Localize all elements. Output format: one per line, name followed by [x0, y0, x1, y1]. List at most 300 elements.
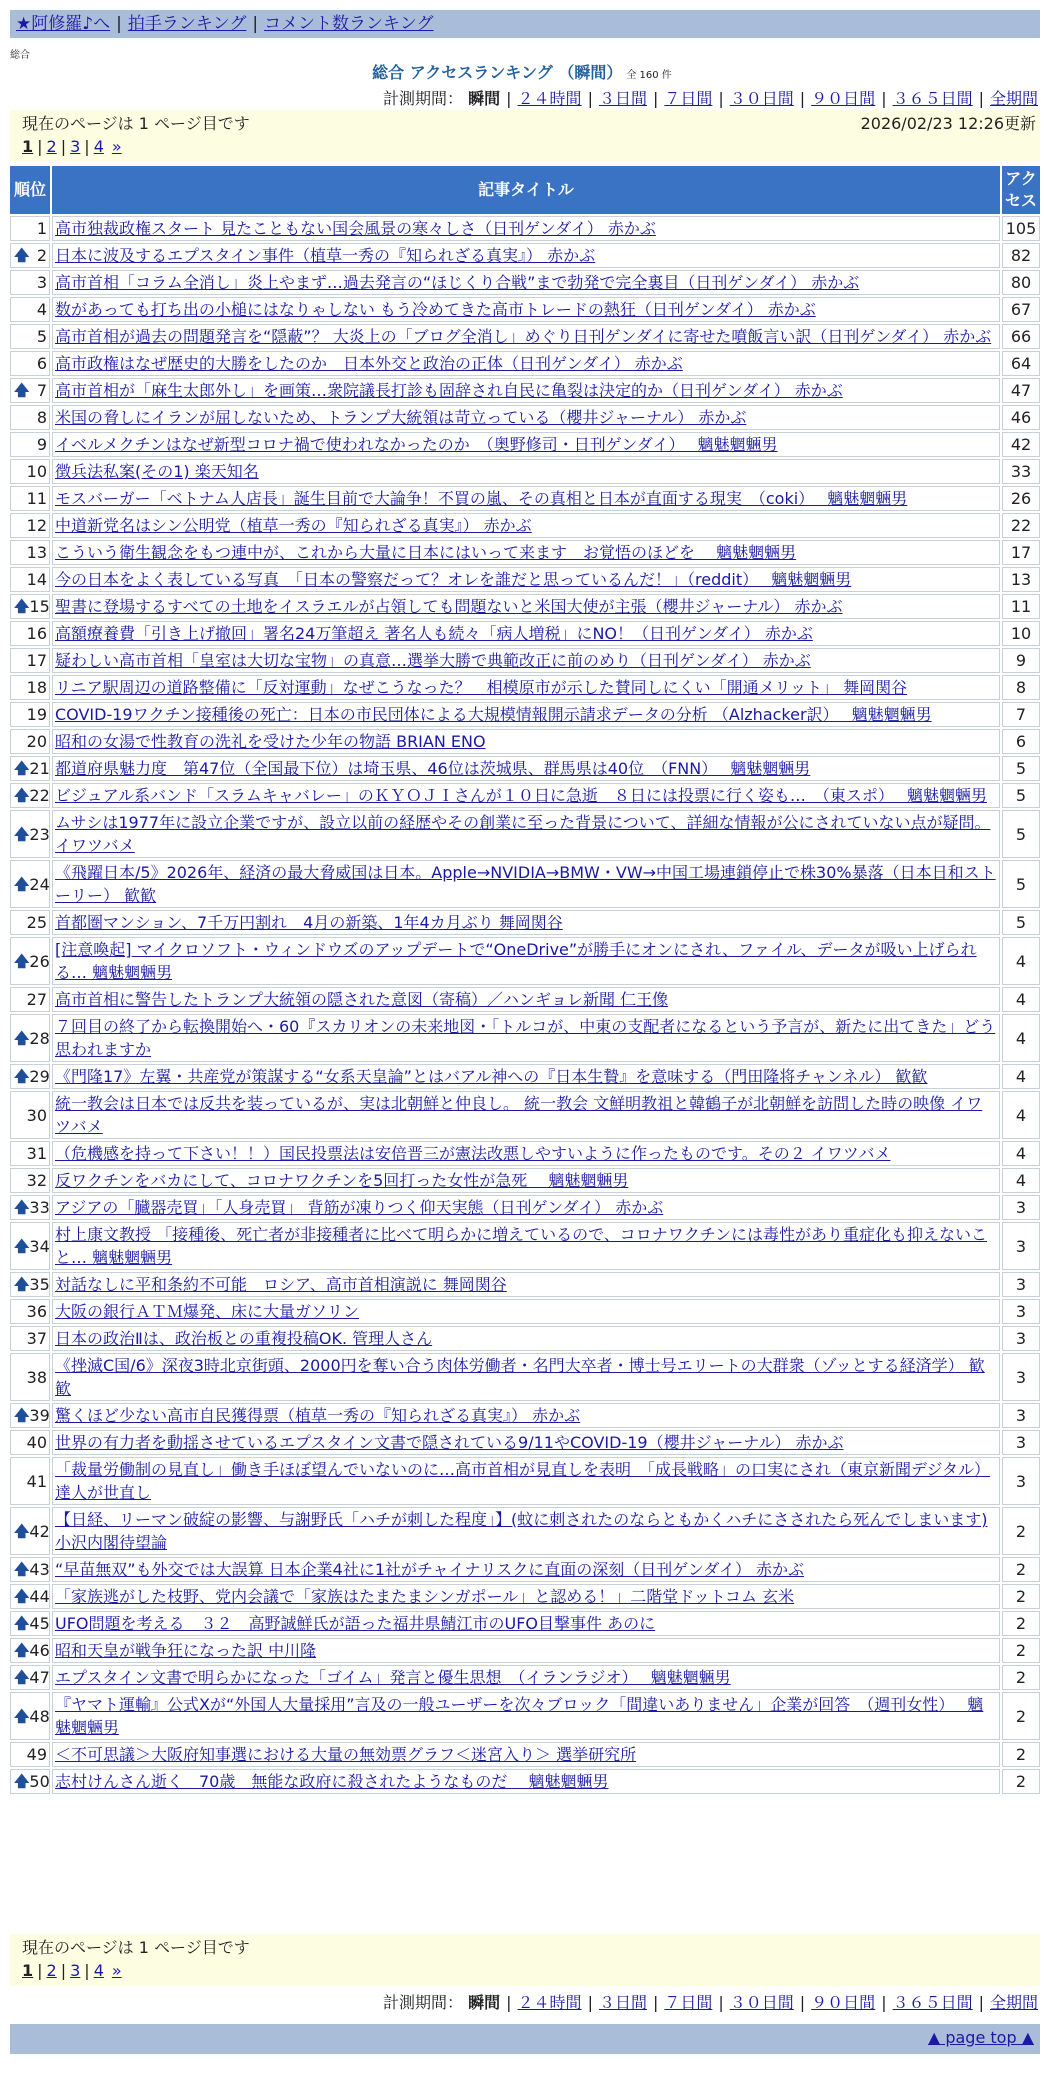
access-count: 11 [1002, 594, 1040, 619]
article-link[interactable]: 統一教会は日本では反共を装っているが、実は北朝鮮と仲良し。 統一教会 文鮮明教祖と韓鶴子が北朝鮮を訪問した時の映像 イワツバメ [55, 1094, 983, 1136]
title-cell [52, 1638, 1000, 1663]
rank-up-arrow-icon: 🡅 [14, 1641, 30, 1659]
access-count: 64 [1002, 351, 1040, 376]
rank-up-arrow-icon: 🡅 [14, 381, 30, 399]
access-count: 2 [1002, 1611, 1040, 1636]
access-count: 46 [1002, 405, 1040, 430]
rank-number: 11 [26, 489, 47, 508]
rank-number: 23 [29, 824, 50, 844]
rank-number: 9 [36, 435, 47, 454]
title-cell [52, 910, 1000, 935]
rank-cell [10, 594, 50, 619]
access-count: 3 [1002, 1353, 1040, 1401]
access-count: 82 [1002, 243, 1040, 268]
article-link[interactable]: 高市首相「コラム全消し」炎上やまず…過去発言の“ほじくり合戦”まで勃発で完全裏目（日刊ゲンダイ） 赤かぶ [55, 273, 860, 292]
article-link[interactable]: 日本に波及するエプスタイン事件（植草一秀の『知られざる真実』） 赤かぶ [55, 246, 596, 265]
title-cell [52, 860, 1000, 908]
page-link-2[interactable]: 2 [46, 137, 57, 156]
rank-number: 48 [29, 1706, 50, 1726]
article-link[interactable]: ビジュアル系バンド「スラムキャバレー」のＫＹＯＪＩさんが１０日に急逝 ８日には投票に行く姿も… （東スポ） 魑魅魍魎男 [55, 786, 987, 805]
current-page-text: 現在のページは 1 ページ目です [22, 114, 250, 133]
rank-cell [10, 1353, 50, 1401]
rank-cell [10, 1141, 50, 1166]
rank-up-arrow-icon: 🡅 [14, 1560, 30, 1578]
access-count: 26 [1002, 486, 1040, 511]
table-row [10, 1141, 1040, 1166]
page-title [0, 60, 1044, 83]
article-link[interactable]: 高額療養費「引き上げ撤回」署名24万筆超え 著名人も続々「病人増税」にNO！（日刊ゲンダイ） 赤かぶ [55, 624, 813, 643]
rank-cell [10, 1638, 50, 1663]
table-row [10, 621, 1040, 646]
access-count: 6 [1002, 729, 1040, 754]
rank-up-arrow-icon: 🡅 [14, 597, 30, 615]
article-link[interactable]: 『ヤマト運輸』公式Xが“外国人大量採用”言及の一般ユーザーを次々ブロック「間違いありません」企業が回答 （週刊女性） 魑魅魍魎男 [55, 1695, 984, 1737]
access-count: 66 [1002, 324, 1040, 349]
title-cell [52, 1272, 1000, 1297]
rank-cell [10, 1611, 50, 1636]
rank-cell [10, 1195, 50, 1220]
access-count: 2 [1002, 1557, 1040, 1582]
access-count: 5 [1002, 810, 1040, 858]
title-cell [52, 1299, 1000, 1324]
title-cell [52, 513, 1000, 538]
home-link[interactable]: ★阿修羅♪へ [16, 14, 111, 34]
table-row [10, 729, 1040, 754]
article-link[interactable]: （危機感を持って下さい！！）国民投票法は安倍晋三が憲法改悪しやすいように作ったものです。その２ イワツバメ [55, 1144, 891, 1163]
access-count: 80 [1002, 270, 1040, 295]
article-link[interactable]: 米国の脅しにイランが屈しないため、トランプ大統領は苛立っている（櫻井ジャーナル） 赤かぶ [55, 408, 747, 427]
pager-top: 1 | 2 | 3 | 4 » [22, 137, 122, 156]
title-cell [52, 297, 1000, 322]
article-link[interactable]: 「裁量労働制の見直し」働き手ほぼ望んでいないのに…高市首相が見直しを表明 「成長戦略」の口実にされ（東京新聞デジタル） 達人が世直し [55, 1460, 991, 1502]
access-count: 3 [1002, 1457, 1040, 1505]
access-count: 17 [1002, 540, 1040, 565]
article-link[interactable]: ７回目の終了から転換開始へ・60『スカリオンの未来地図・「トルコが、中東の支配者になるという予言が、新たに出てきた」どう思われますか [55, 1017, 996, 1059]
separator: | [116, 14, 122, 34]
rank-number: 49 [26, 1745, 47, 1764]
article-link[interactable]: こういう衛生観念をもつ連中が、これから大量に日本にはいって来ます お覚悟のほどを 魑魅魍魎男 [55, 543, 797, 562]
article-link[interactable]: 「家族逃がした枝野、党内会議で「家族はたまたまシンガポール」と認める！」二階堂ドットコム 玄米 [55, 1587, 795, 1606]
rank-cell [10, 783, 50, 808]
table-row [10, 1692, 1040, 1740]
period-90d[interactable]: ９０日間 [811, 1993, 876, 2012]
title-cell [52, 1507, 1000, 1555]
rank-number: 10 [26, 462, 47, 481]
next-page-link[interactable]: » [111, 1961, 122, 1980]
rank-number: 27 [26, 990, 47, 1009]
category-label: 総合 [10, 50, 30, 61]
title-cell [52, 567, 1000, 592]
rank-cell [10, 567, 50, 592]
rank-up-arrow-icon: 🡅 [14, 1067, 30, 1085]
title-cell [52, 1557, 1000, 1582]
table-row [10, 1611, 1040, 1636]
rank-cell [10, 729, 50, 754]
rank-cell [10, 1507, 50, 1555]
rank-number: 26 [29, 951, 50, 971]
access-count: 4 [1002, 937, 1040, 985]
title-cell [52, 405, 1000, 430]
period-label: 計測期間： [383, 1993, 464, 2012]
period-label: 計測期間： [383, 89, 464, 108]
rank-cell [10, 351, 50, 376]
rank-number: 6 [36, 354, 47, 373]
article-link[interactable]: エプスタイン文書で明らかになった「ゴイム」発言と優生思想 （イランラジオ） 魑魅魍魎男 [55, 1668, 731, 1687]
period-3d[interactable]: ３日間 [598, 1993, 647, 2012]
article-link[interactable]: 【日経、リーマン破綻の影響、与謝野氏「ハチが刺した程度」】(蚊に刺されたのならともかくハチにさされたら死んでしまいます) 小沢内閣待望論 [55, 1510, 988, 1552]
title-cell [52, 1222, 1000, 1270]
article-link[interactable]: ＜不可思議＞大阪府知事選における大量の無効票グラフ＜迷宮入り＞ 選挙研究所 [55, 1745, 637, 1764]
article-link[interactable]: 《飛躍日本/5》2026年、経済の最大脅威国は日本。Apple→NVIDIA→BMW・VW→中国工場連鎖停止で株30%暴落（日本日和ストーリー） 歓歓 [55, 863, 996, 905]
title-cell [52, 540, 1000, 565]
period-current: 瞬間 [468, 1993, 501, 2012]
rank-number: 39 [29, 1406, 50, 1425]
rank-number: 40 [26, 1433, 47, 1452]
period-all[interactable]: 全期間 [989, 89, 1038, 108]
access-count: 105 [1002, 216, 1040, 241]
table-row [10, 702, 1040, 727]
period-all[interactable]: 全期間 [989, 1993, 1038, 2012]
rank-number: 34 [29, 1236, 50, 1256]
access-count: 2 [1002, 1692, 1040, 1740]
article-link[interactable]: イベルメクチンはなぜ新型コロナ禍で使われなかったのか （奥野修司・日刊ゲンダイ） 魑魅魍魎男 [55, 435, 778, 454]
rank-number: 46 [29, 1641, 50, 1660]
table-row [10, 1014, 1040, 1062]
ranking-table [8, 164, 1042, 1796]
article-link[interactable]: 今の日本をよく表している写真 「日本の警察だって？オレを誰だと思っているんだ！」（reddit） 魑魅魍魎男 [55, 570, 852, 589]
table-row [10, 987, 1040, 1012]
rank-cell [10, 756, 50, 781]
access-count: 2 [1002, 1665, 1040, 1690]
rank-number: 32 [26, 1171, 47, 1190]
access-count: 5 [1002, 860, 1040, 908]
table-row [10, 1557, 1040, 1582]
article-link[interactable]: 大阪の銀行ＡＴＭ爆発、床に大量ガソリン [55, 1302, 360, 1321]
article-link[interactable]: 都道府県魅力度 第47位（全国最下位）は埼玉県、46位は茨城県、群馬県は40位 （FNN） 魑魅魍魎男 [55, 759, 811, 778]
article-link[interactable]: 聖書に登場するすべての土地をイスラエルが占領しても問題ないと米国大使が主張（櫻井ジャーナル） 赤かぶ [55, 597, 843, 616]
page-link-2[interactable]: 2 [46, 1961, 57, 1980]
period-24h[interactable]: ２４時間 [517, 89, 582, 108]
rank-up-arrow-icon: 🡅 [14, 824, 30, 843]
access-count: 4 [1002, 1014, 1040, 1062]
article-link[interactable]: モスバーガー「ベトナム人店長」誕生目前で大論争！不買の嵐、その真相と日本が直面する現実 （coki） 魑魅魍魎男 [55, 489, 908, 508]
rank-up-arrow-icon: 🡅 [14, 246, 30, 264]
article-link[interactable]: 世界の有力者を動揺させているエプスタイン文書で隠されている9/11やCOVID-19（櫻井ジャーナル） 赤かぶ [55, 1433, 844, 1452]
article-link[interactable]: ムサシは1977年に設立企業ですが、設立以前の経歴やその創業に至った背景について、詳細な情報が公にされていない点が疑問。 イワツバメ [55, 813, 991, 855]
title-cell [52, 1168, 1000, 1193]
title-cell [52, 1611, 1000, 1636]
table-row [10, 1353, 1040, 1401]
rank-up-arrow-icon: 🡅 [14, 1406, 30, 1424]
table-row [10, 1769, 1040, 1794]
table-row [10, 937, 1040, 985]
article-link[interactable]: 首都圏マンション、7千万円割れ 4月の新築、1年4カ月ぶり 舞岡関谷 [55, 913, 563, 932]
period-90d[interactable]: ９０日間 [811, 89, 876, 108]
page-link-4[interactable]: 4 [93, 1961, 104, 1980]
rank-number: 47 [29, 1668, 50, 1687]
rank-up-arrow-icon: 🡅 [14, 786, 30, 804]
title-cell [52, 270, 1000, 295]
rank-number: 5 [36, 327, 47, 346]
period-24h[interactable]: ２４時間 [517, 1993, 582, 2012]
table-row [10, 243, 1040, 268]
table-row [10, 783, 1040, 808]
table-header-row [10, 166, 1040, 214]
rank-cell [10, 324, 50, 349]
article-link[interactable]: 高市独裁政権スタート 見たこともない国会風景の寒々しさ（日刊ゲンダイ） 赤かぶ [55, 219, 656, 238]
rank-cell [10, 702, 50, 727]
rank-cell [10, 648, 50, 673]
article-link[interactable]: 高市首相が「麻生太郎外し」を画策…衆院議長打診も固辞され自民に亀裂は決定的か（日刊ゲンダイ） 赤かぶ [55, 381, 843, 400]
table-row [10, 1222, 1040, 1270]
rank-number: 41 [26, 1471, 47, 1491]
rank-number: 14 [26, 570, 47, 589]
article-link[interactable]: UFO問題を考える ３２ 高野誠鮮氏が語った福井県鯖江市のUFO目撃事件 あのに [55, 1614, 656, 1633]
access-count: 13 [1002, 567, 1040, 592]
access-count: 4 [1002, 1064, 1040, 1089]
table-row [10, 270, 1040, 295]
rank-number: 29 [29, 1067, 50, 1086]
article-link[interactable]: 高市政権はなぜ歴史的大勝をしたのか 日本外交と政治の正体（日刊ゲンダイ） 赤かぶ [55, 354, 683, 373]
rank-up-arrow-icon: 🡅 [14, 874, 30, 893]
table-row [10, 1403, 1040, 1428]
table-row [10, 1457, 1040, 1505]
rank-number: 8 [36, 408, 47, 427]
article-link[interactable]: [注意喚起] マイクロソフト・ウィンドウズのアップデートで“OneDrive”が勝手にオンにされ、ファイル、データが吸い上げられる… 魑魅魍魎男 [55, 940, 977, 982]
rank-number: 19 [26, 705, 47, 724]
page-link-3[interactable]: 3 [70, 137, 81, 156]
rank-up-arrow-icon: 🡅 [14, 1521, 30, 1540]
table-row [10, 1507, 1040, 1555]
article-link[interactable]: 昭和天皇が戦争狂になった訳 中川隆 [55, 1641, 317, 1660]
title-cell [52, 216, 1000, 241]
table-row [10, 1272, 1040, 1297]
comment-ranking-link[interactable]: コメント数ランキング [264, 14, 434, 34]
rank-cell [10, 1584, 50, 1609]
period-30d[interactable]: ３０日間 [729, 89, 794, 108]
title-cell [52, 459, 1000, 484]
rank-number: 1 [36, 219, 47, 238]
rank-number: 33 [29, 1198, 50, 1217]
article-link[interactable]: リニア駅周辺の道路整備に「反対運動」なぜこうなった？ 相模原市が示した賛同しにくい「開通メリット」 舞岡関谷 [55, 678, 908, 697]
article-link[interactable]: 徴兵法私案(その1) 楽天知名 [55, 462, 259, 481]
top-nav-bar [10, 10, 1040, 38]
table-row [10, 594, 1040, 619]
access-count: 3 [1002, 1403, 1040, 1428]
bottom-bar [10, 2024, 1040, 2054]
rank-number: 44 [29, 1587, 50, 1606]
article-link[interactable]: 中道新党名はシン公明党（植草一秀の『知られざる真実』） 赤かぶ [55, 516, 532, 535]
rank-number: 28 [29, 1028, 50, 1048]
period-3d[interactable]: ３日間 [598, 89, 647, 108]
table-row [10, 324, 1040, 349]
page-link-1[interactable]: 1 [22, 1961, 34, 1980]
rank-number: 17 [26, 651, 47, 670]
title-cell [52, 1195, 1000, 1220]
rank-up-arrow-icon: 🡅 [14, 1236, 30, 1255]
rank-cell [10, 1222, 50, 1270]
rank-number: 21 [29, 759, 50, 778]
period-30d[interactable]: ３０日間 [729, 1993, 794, 2012]
table-row [10, 1195, 1040, 1220]
rank-cell [10, 860, 50, 908]
period-365d[interactable]: ３６５日間 [892, 89, 973, 108]
article-link[interactable]: 高市首相が過去の問題発言を“隠蔽”？ 大炎上の「ブログ全消し」めぐり日刊ゲンダイに寄せた噴飯言い訳（日刊ゲンダイ） 赤かぶ [55, 327, 992, 346]
rank-number: 13 [26, 543, 47, 562]
article-link[interactable]: 驚くほど少ない高市自民獲得票（植草一秀の『知られざる真実』） 赤かぶ [55, 1406, 581, 1425]
access-count: 2 [1002, 1584, 1040, 1609]
period-7d[interactable]: ７日間 [664, 1993, 713, 2012]
access-count: 4 [1002, 1091, 1040, 1139]
page-link-1[interactable]: 1 [22, 137, 34, 156]
rank-number: 50 [29, 1772, 50, 1791]
table-row [10, 1091, 1040, 1139]
rank-number: 22 [29, 786, 50, 805]
pager-bottom: 1 | 2 | 3 | 4 » [22, 1961, 122, 1980]
title-cell [52, 1769, 1000, 1794]
rank-cell [10, 1272, 50, 1297]
access-count: 47 [1002, 378, 1040, 403]
access-header: アクセス [1002, 166, 1040, 214]
rank-cell [10, 486, 50, 511]
total-count: 全 160 件 [626, 70, 672, 81]
access-count: 2 [1002, 1638, 1040, 1663]
table-row [10, 378, 1040, 403]
access-count: 2 [1002, 1769, 1040, 1794]
table-row [10, 405, 1040, 430]
rank-cell [10, 1692, 50, 1740]
rank-header: 順位 [10, 166, 50, 214]
title-cell [52, 1692, 1000, 1740]
title-cell [52, 621, 1000, 646]
table-row [10, 297, 1040, 322]
article-link[interactable]: 対話なしに平和条約不可能 ロシア、高市首相演説に 舞岡関谷 [55, 1275, 507, 1294]
rank-up-arrow-icon: 🡅 [14, 1668, 30, 1686]
rank-cell [10, 1168, 50, 1193]
access-count: 5 [1002, 756, 1040, 781]
rank-cell [10, 432, 50, 457]
rank-cell [10, 1403, 50, 1428]
period-7d[interactable]: ７日間 [664, 89, 713, 108]
rank-number: 36 [26, 1302, 47, 1321]
table-row [10, 1168, 1040, 1193]
table-row [10, 1326, 1040, 1351]
title-cell [52, 1742, 1000, 1767]
rank-cell [10, 297, 50, 322]
title-cell [52, 729, 1000, 754]
rank-cell [10, 987, 50, 1012]
article-link[interactable]: 反ワクチンをバカにして、コロナワクチンを5回打った女性が急死 魑魅魍魎男 [55, 1171, 629, 1190]
rank-up-arrow-icon: 🡅 [14, 1587, 30, 1605]
article-link[interactable]: アジアの「臓器売買」「人身売買」 背筋が凍りつく仰天実態（日刊ゲンダイ） 赤かぶ [55, 1198, 664, 1217]
title-cell [52, 378, 1000, 403]
rank-number: 16 [26, 624, 47, 643]
title-cell [52, 1430, 1000, 1455]
article-link[interactable]: 高市首相に警告したトランプ大統領の隠された意図（寄稿）／ハンギョレ新聞 仁王像 [55, 990, 669, 1009]
table-row [10, 351, 1040, 376]
table-row [10, 756, 1040, 781]
title-cell [52, 1457, 1000, 1505]
table-row [10, 860, 1040, 908]
access-count: 3 [1002, 1299, 1040, 1324]
rank-up-arrow-icon: 🡅 [14, 951, 30, 970]
page-link-4[interactable]: 4 [93, 137, 104, 156]
access-count: 10 [1002, 621, 1040, 646]
rank-number: 35 [29, 1275, 50, 1294]
article-link[interactable]: 志村けんさん逝く 70歳 無能な政府に殺されたようなものだ 魑魅魍魎男 [55, 1772, 609, 1791]
title-cell [52, 1014, 1000, 1062]
rank-number: 2 [36, 246, 47, 265]
applause-ranking-link[interactable]: 拍手ランキング [127, 14, 247, 34]
period-selector-bottom: 計測期間： 瞬間 | ２４時間 | ３日間 | ７日間 | ３０日間 | ９０日間 | ３６５日間 | 全期間 [383, 1993, 1038, 2012]
article-link[interactable]: COVID-19ワクチン接種後の死亡：日本の市民団体による大規模情報開示請求データの分析 （Alzhacker訳） 魑魅魍魎男 [55, 705, 932, 724]
article-link[interactable]: 村上康文教授 「接種後、死亡者が非接種者に比べて明らかに増えているので、コロナワクチンには毒性があり重症化も抑えないこと… 魑魅魍魎男 [55, 1225, 987, 1267]
table-row [10, 648, 1040, 673]
rank-cell [10, 1299, 50, 1324]
page-link-3[interactable]: 3 [70, 1961, 81, 1980]
access-count: 4 [1002, 1141, 1040, 1166]
title-cell [52, 783, 1000, 808]
article-link[interactable]: 疑わしい高市首相「皇室は大切な宝物」の真意…選挙大勝で典範改正に前のめり（日刊ゲンダイ） 赤かぶ [55, 651, 811, 670]
access-count: 9 [1002, 648, 1040, 673]
title-cell [52, 1353, 1000, 1401]
rank-number: 25 [26, 913, 47, 932]
period-365d[interactable]: ３６５日間 [892, 1993, 973, 2012]
title-cell [52, 1665, 1000, 1690]
rank-cell [10, 216, 50, 241]
title-cell [52, 1091, 1000, 1139]
period-selector: 計測期間： 瞬間 | ２４時間 | ３日間 | ７日間 | ３０日間 | ９０日間 | ３６５日間 | 全期間 [383, 89, 1038, 108]
rank-cell [10, 1742, 50, 1767]
rank-up-arrow-icon: 🡅 [14, 759, 30, 777]
rank-number: 15 [29, 597, 50, 616]
rank-number: 20 [26, 732, 47, 751]
next-page-link[interactable]: » [111, 137, 122, 156]
title-cell [52, 243, 1000, 268]
article-link[interactable]: 昭和の女湯で性教育の洗礼を受けた少年の物語 BRIAN ENO [55, 732, 486, 751]
access-count: 7 [1002, 702, 1040, 727]
title-cell [52, 1141, 1000, 1166]
table-row [10, 1638, 1040, 1663]
article-link[interactable]: 《門隆17》左翼・共産党が策謀する“女系天皇論”とはバアル神への『日本生贄』を意味する（門田隆将チャンネル） 歓歓 [55, 1067, 928, 1086]
access-count: 3 [1002, 1222, 1040, 1270]
page-top-link[interactable]: ▲ page top ▲ [927, 2028, 1034, 2047]
table-row [10, 1064, 1040, 1089]
article-link[interactable]: 《挫滅C国/6》深夜3時北京街頭、2000円を奪い合う肉体労働者・名門大卒者・博士号エリートの大群衆（ゾッとする経済学） 歓歓 [55, 1356, 985, 1398]
access-count: 22 [1002, 513, 1040, 538]
rank-cell [10, 270, 50, 295]
rank-cell [10, 1326, 50, 1351]
rank-cell [10, 910, 50, 935]
title-cell [52, 594, 1000, 619]
rank-cell [10, 1064, 50, 1089]
page-info-bottom [10, 1934, 1040, 1986]
title-cell [52, 756, 1000, 781]
rank-cell [10, 1665, 50, 1690]
table-row [10, 513, 1040, 538]
title-cell [52, 351, 1000, 376]
rank-number: 38 [26, 1367, 47, 1387]
table-row [10, 675, 1040, 700]
article-link[interactable]: “早苗無双”も外交では大誤算 日本企業4社に1社がチャイナリスクに直面の深刻（日刊ゲンダイ） 赤かぶ [55, 1560, 805, 1579]
access-count: 67 [1002, 297, 1040, 322]
ranking-table-body [10, 216, 1040, 1794]
article-link[interactable]: 日本の政治Ⅱは、政治板との重複投稿OK. 管理人さん [55, 1329, 433, 1348]
table-row [10, 216, 1040, 241]
article-link[interactable]: 数があっても打ち出の小槌にはなりゃしない もう冷めてきた高市トレードの熱狂（日刊ゲンダイ） 赤かぶ [55, 300, 816, 319]
title-cell [52, 432, 1000, 457]
table-row [10, 1299, 1040, 1324]
